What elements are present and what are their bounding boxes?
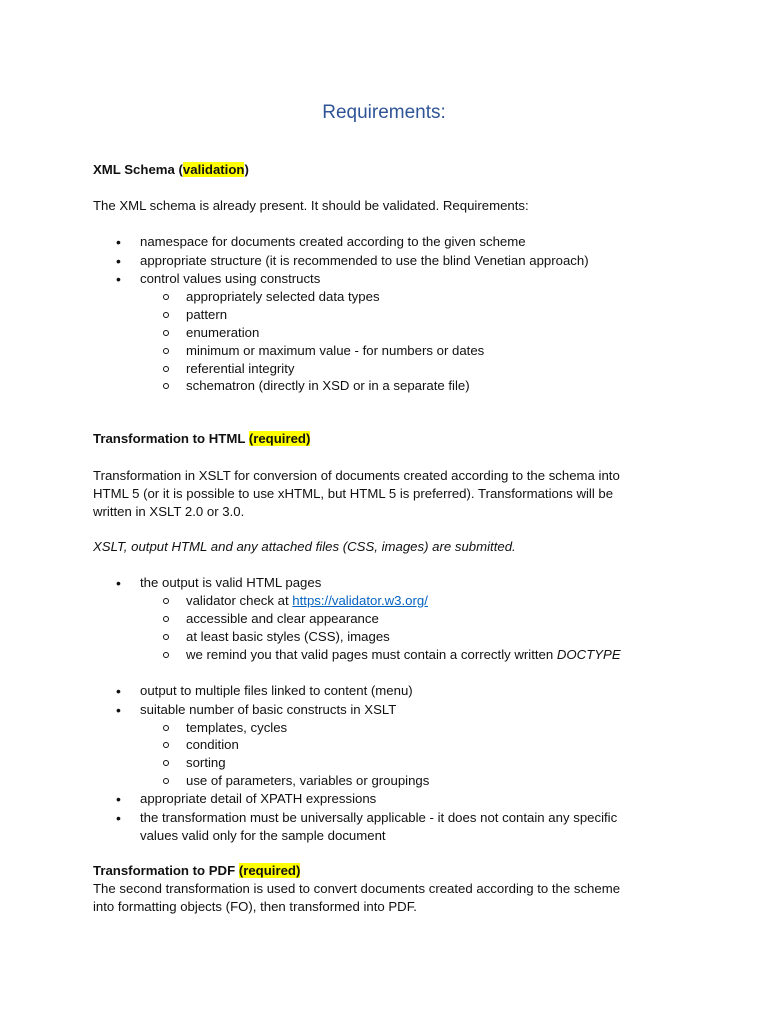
circle-bullet-icon: [163, 330, 169, 336]
circle-bullet-icon: [163, 760, 169, 766]
circle-bullet-icon: [163, 634, 169, 640]
bullet-icon: •: [116, 683, 121, 699]
circle-bullet-icon: [163, 616, 169, 622]
sub-list-item: [186, 592, 428, 610]
circle-bullet-icon: [163, 598, 169, 604]
paragraph-line: written in XSLT 2.0 or 3.0.: [93, 504, 245, 519]
bullet-icon: •: [116, 810, 121, 826]
bullet-icon: •: [116, 271, 121, 287]
sub-list-item: condition: [186, 737, 239, 752]
list-item: namespace for documents created according to the given scheme: [140, 234, 526, 249]
sub-list-item: templates, cycles: [186, 720, 288, 735]
list-item: the transformation must be universally applicable - it does not contain any specific: [140, 810, 618, 825]
sub-list-item: at least basic styles (CSS), images: [186, 629, 390, 644]
highlight-required: (required): [248, 431, 311, 446]
heading-text: ): [244, 162, 249, 177]
sub-list-text: we remind you that valid pages must contain a correctly written: [186, 647, 557, 662]
section-heading-xml-schema: [93, 161, 249, 179]
paragraph-line: HTML 5 (or it is possible to use xHTML, but HTML 5 is preferred). Transformations will be: [93, 486, 614, 501]
circle-bullet-icon: [163, 725, 169, 731]
list-item-continued: values valid only for the sample document: [140, 828, 386, 843]
circle-bullet-icon: [163, 742, 169, 748]
heading-text: XML Schema (: [93, 162, 183, 177]
sub-list-item: sorting: [186, 755, 226, 770]
paragraph-line: Transformation in XSLT for conversion of documents created according to the schema into: [93, 468, 620, 483]
page-title: Requirements:: [322, 102, 446, 123]
highlight-validation: validation: [182, 162, 245, 177]
sub-list-text: validator check at: [186, 593, 293, 608]
sub-list-item: [186, 646, 621, 664]
doctype-text: DOCTYPE: [556, 647, 621, 662]
list-item: the output is valid HTML pages: [140, 575, 322, 590]
sub-list-item: minimum or maximum value - for numbers or dates: [186, 343, 485, 358]
list-item: appropriate detail of XPATH expressions: [140, 791, 377, 806]
paragraph-line: The second transformation is used to convert documents created according to the scheme: [93, 881, 621, 896]
sub-list-item: pattern: [186, 307, 228, 322]
section-heading-pdf: [93, 862, 300, 880]
bullet-icon: •: [116, 253, 121, 269]
list-item: output to multiple files linked to content (menu): [140, 683, 413, 698]
circle-bullet-icon: [163, 366, 169, 372]
bullet-icon: •: [116, 791, 121, 807]
sub-list-item: use of parameters, variables or groupings: [186, 773, 430, 788]
bullet-icon: •: [116, 702, 121, 718]
section-heading-html: [93, 430, 310, 448]
sub-list-item: accessible and clear appearance: [186, 611, 379, 626]
bullet-icon: •: [116, 575, 121, 591]
highlight-required: (required): [238, 863, 301, 878]
circle-bullet-icon: [163, 294, 169, 300]
paragraph-line: into formatting objects (FO), then transformed into PDF.: [93, 899, 417, 914]
circle-bullet-icon: [163, 652, 169, 658]
list-item: control values using constructs: [140, 271, 321, 286]
validator-link[interactable]: https://validator.w3.org/: [292, 593, 428, 608]
circle-bullet-icon: [163, 348, 169, 354]
sub-list-item: enumeration: [186, 325, 260, 340]
heading-text: Transformation to HTML: [93, 431, 249, 446]
paragraph-italic: XSLT, output HTML and any attached files (CSS, images) are submitted.: [93, 539, 516, 554]
paragraph: The XML schema is already present. It should be validated. Requirements:: [93, 198, 529, 213]
list-item: appropriate structure (it is recommended to use the blind Venetian approach): [140, 253, 589, 268]
sub-list-item: schematron (directly in XSD or in a separate file): [186, 378, 470, 393]
circle-bullet-icon: [163, 312, 169, 318]
sub-list-item: referential integrity: [186, 361, 295, 376]
circle-bullet-icon: [163, 383, 169, 389]
bullet-icon: •: [116, 234, 121, 250]
sub-list-item: appropriately selected data types: [186, 289, 380, 304]
heading-text: Transformation to PDF: [93, 863, 239, 878]
circle-bullet-icon: [163, 778, 169, 784]
list-item: suitable number of basic constructs in XSLT: [140, 702, 397, 717]
